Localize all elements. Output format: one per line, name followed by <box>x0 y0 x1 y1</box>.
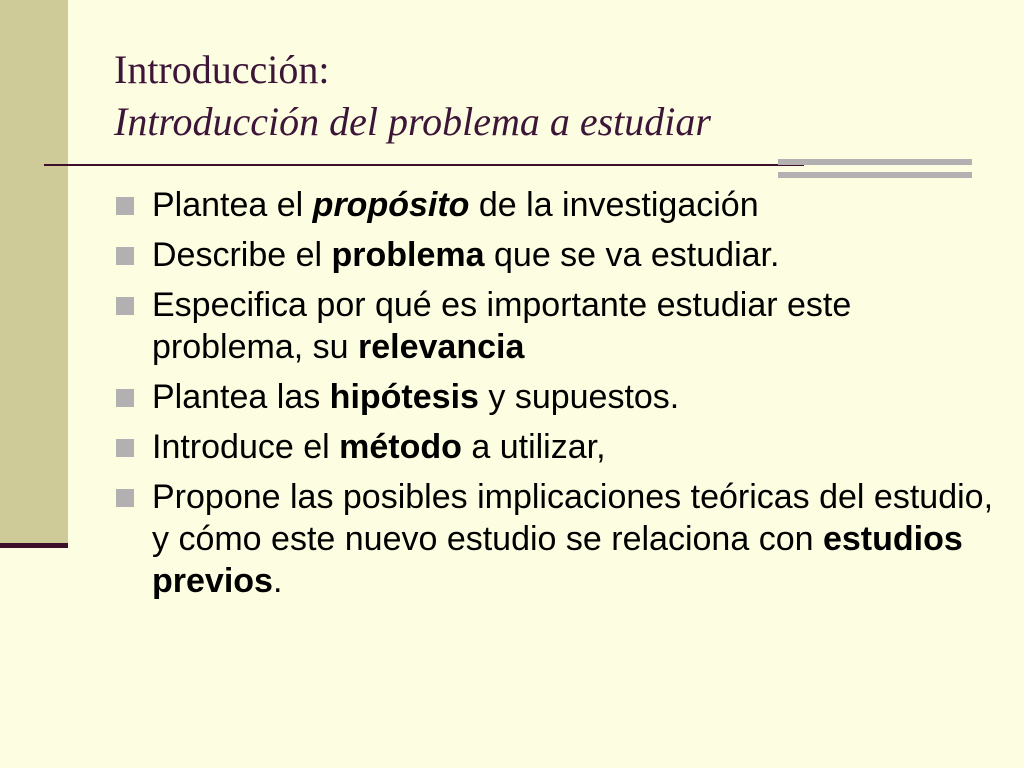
bullet-text: Describe el <box>152 236 332 274</box>
bullet-item <box>114 376 994 418</box>
bullet-emphasis: hipótesis <box>329 378 479 416</box>
bullet-text: Especifica por qué es importante estudiar este problema, su <box>152 286 852 366</box>
bullet-emphasis: método <box>339 428 462 466</box>
bullet-list <box>114 184 994 610</box>
square-bullet-icon <box>116 247 134 265</box>
bullet-item <box>114 234 994 276</box>
bullet-emphasis: relevancia <box>358 328 525 366</box>
bullet-text: y supuestos. <box>478 378 680 416</box>
side-accent-bar <box>0 0 68 544</box>
bullet-text: a utilizar, <box>461 428 606 466</box>
square-bullet-icon <box>116 197 134 215</box>
bullet-item <box>114 476 994 602</box>
title-divider <box>44 164 804 166</box>
bullet-item <box>114 184 994 226</box>
bullet-emphasis: estudios previos <box>152 520 963 600</box>
bullet-text: de la investigación <box>469 186 759 224</box>
title-divider-accent-top <box>778 159 972 165</box>
side-accent-rule <box>0 543 68 548</box>
bullet-text: Plantea las <box>152 378 330 416</box>
bullet-item <box>114 426 994 468</box>
bullet-text: Introduce el <box>152 428 340 466</box>
title-block <box>114 44 711 148</box>
square-bullet-icon <box>116 489 134 507</box>
square-bullet-icon <box>116 389 134 407</box>
slide-subtitle: Introducción del problema a estudiar <box>114 99 711 144</box>
slide-title: Introducción: <box>114 47 330 92</box>
bullet-text: Plantea el <box>152 186 313 224</box>
bullet-item <box>114 284 994 368</box>
bullet-text: Propone las posibles implicaciones teóricas del estudio, y cómo este nuevo estudio se relaciona con <box>152 478 994 558</box>
square-bullet-icon <box>116 439 134 457</box>
bullet-text: que se va estudiar. <box>484 236 780 274</box>
bullet-text: . <box>272 562 283 600</box>
bullet-emphasis: propósito <box>312 186 470 224</box>
bullet-emphasis: problema <box>331 236 485 274</box>
title-divider-accent-bottom <box>778 172 972 178</box>
square-bullet-icon <box>116 297 134 315</box>
